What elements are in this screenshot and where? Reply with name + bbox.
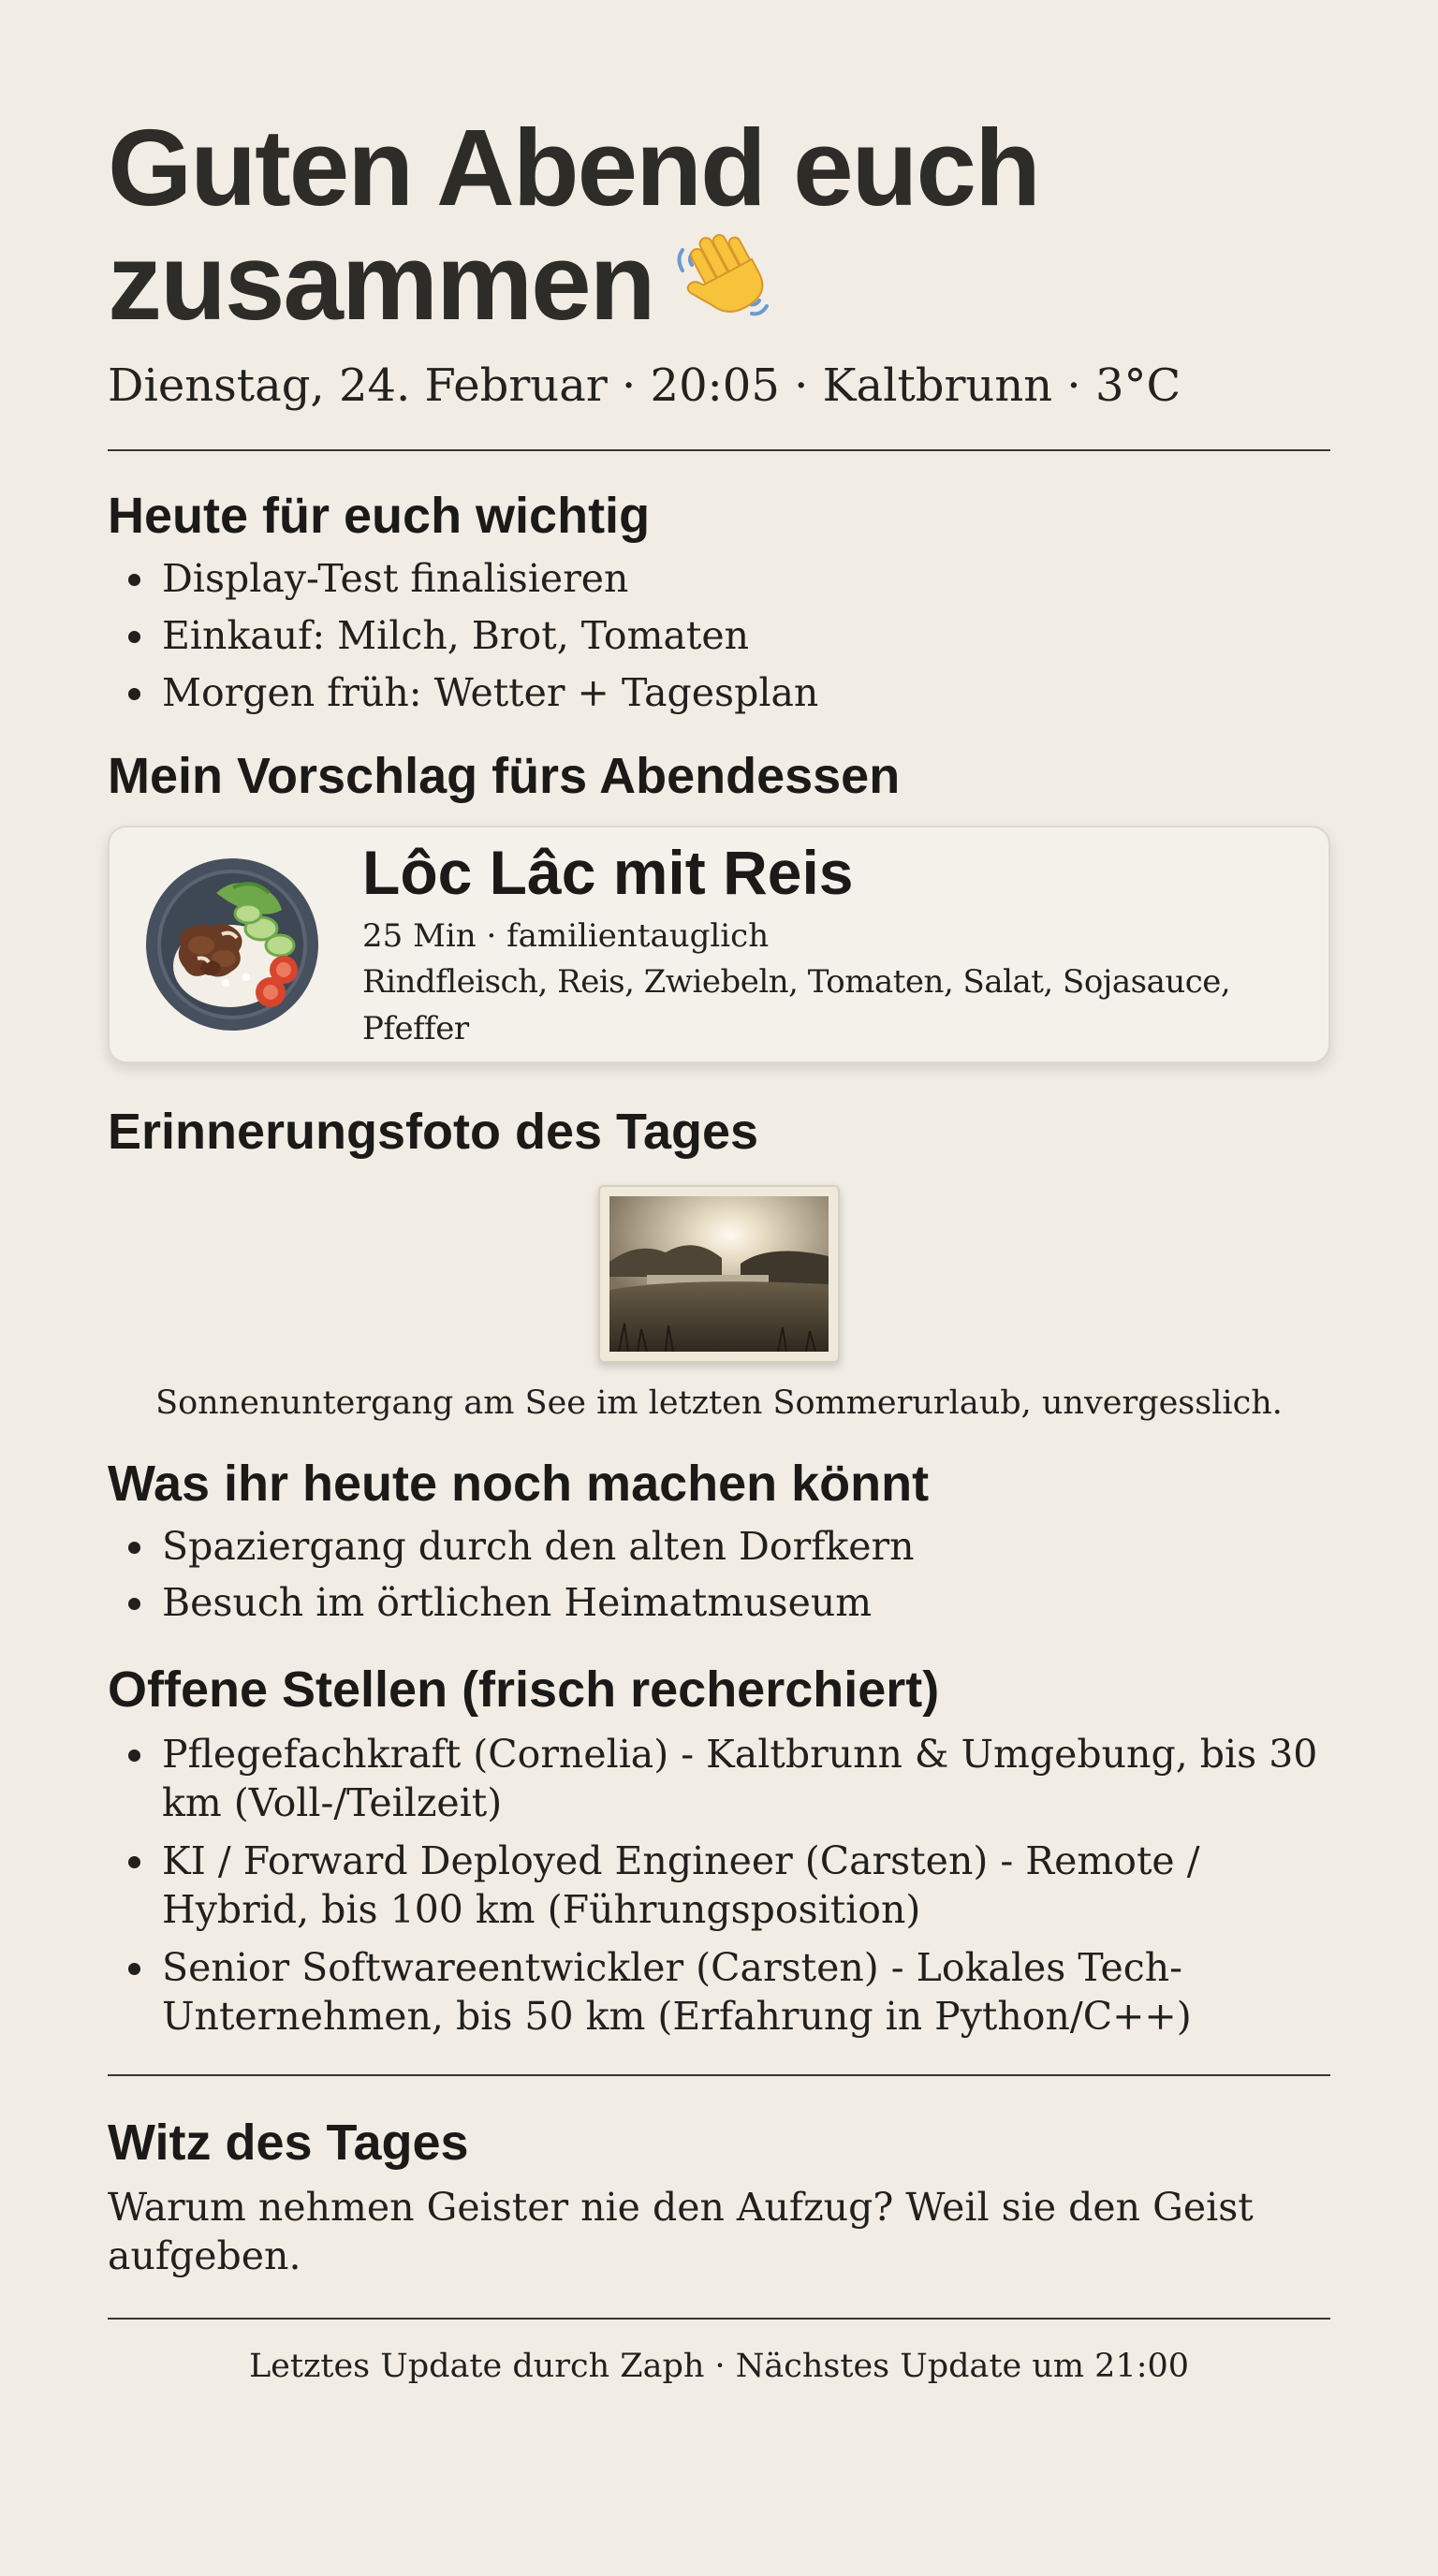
activities-list bbox=[108, 1522, 1330, 1627]
list-item: Display-Test finalisieren bbox=[108, 554, 1330, 603]
joke-text: Warum nehmen Geister nie den Aufzug? Weil sie den Geist aufgeben. bbox=[108, 2185, 1254, 2278]
dish-ingredients: Rindfleisch, Reis, Zwiebeln, Tomaten, Salat, Sojasauce, Pfeffer bbox=[362, 963, 1231, 1047]
photo-section-title: Erinnerungsfoto des Tages bbox=[108, 1104, 759, 1160]
joke-section-title: Witz des Tages bbox=[108, 2115, 469, 2171]
dish-name: Lôc Lâc mit Reis bbox=[362, 838, 854, 907]
today-section-title: Heute für euch wichtig bbox=[108, 488, 651, 544]
greeting-line-2: zusammen bbox=[108, 221, 654, 343]
dish-icon bbox=[143, 856, 321, 1033]
dish-details bbox=[362, 837, 1328, 1052]
list-item: Besuch im örtlichen Heimatmuseum bbox=[108, 1578, 1330, 1627]
divider bbox=[108, 449, 1330, 451]
divider bbox=[108, 2074, 1330, 2076]
dinner-section-title: Mein Vorschlag fürs Abendessen bbox=[108, 748, 901, 804]
activities-section-title: Was ihr heute noch machen könnt bbox=[108, 1456, 930, 1512]
list-item: Spaziergang durch den alten Dorfkern bbox=[108, 1522, 1330, 1571]
jobs-section-title: Offene Stellen (frisch recherchiert) bbox=[108, 1661, 940, 1718]
memory-photo[interactable] bbox=[598, 1185, 840, 1363]
photo-caption: Sonnenuntergang am See im letzten Sommerurlaub, unvergesslich. bbox=[155, 1384, 1283, 1422]
list-item: Morgen früh: Wetter + Tagesplan bbox=[108, 668, 1330, 717]
footer-update-info: Letztes Update durch Zaph · Nächstes Update um 21:00 bbox=[248, 2348, 1190, 2385]
date-time-location-weather: Dienstag, 24. Februar · 20:05 · Kaltbrunn · 3°C bbox=[108, 359, 1181, 412]
divider bbox=[108, 2318, 1330, 2320]
list-item: Pflegefachkraft (Cornelia) - Kaltbrunn & Umgebung, bis 30 km (Voll-/Teilzeit) bbox=[108, 1730, 1330, 1827]
waving-hand-icon bbox=[669, 226, 774, 346]
greeting-heading bbox=[108, 107, 1330, 346]
dinner-card[interactable] bbox=[108, 826, 1330, 1063]
today-list bbox=[108, 554, 1330, 717]
list-item: Einkauf: Milch, Brot, Tomaten bbox=[108, 611, 1330, 660]
photo-container bbox=[108, 1185, 1330, 1363]
list-item: Senior Softwareentwickler (Carsten) - Lokales Tech-Unternehmen, bis 50 km (Erfahrung in Python/C++) bbox=[108, 1943, 1330, 2041]
list-item: KI / Forward Deployed Engineer (Carsten) - Remote / Hybrid, bis 100 km (Führungsposition) bbox=[108, 1837, 1330, 1934]
greeting-line-1: Guten Abend euch bbox=[108, 107, 1039, 228]
sunset-lake-photo-image bbox=[609, 1196, 829, 1352]
jobs-list bbox=[108, 1730, 1330, 2041]
dish-meta: 25 Min · familientauglich bbox=[362, 917, 770, 955]
